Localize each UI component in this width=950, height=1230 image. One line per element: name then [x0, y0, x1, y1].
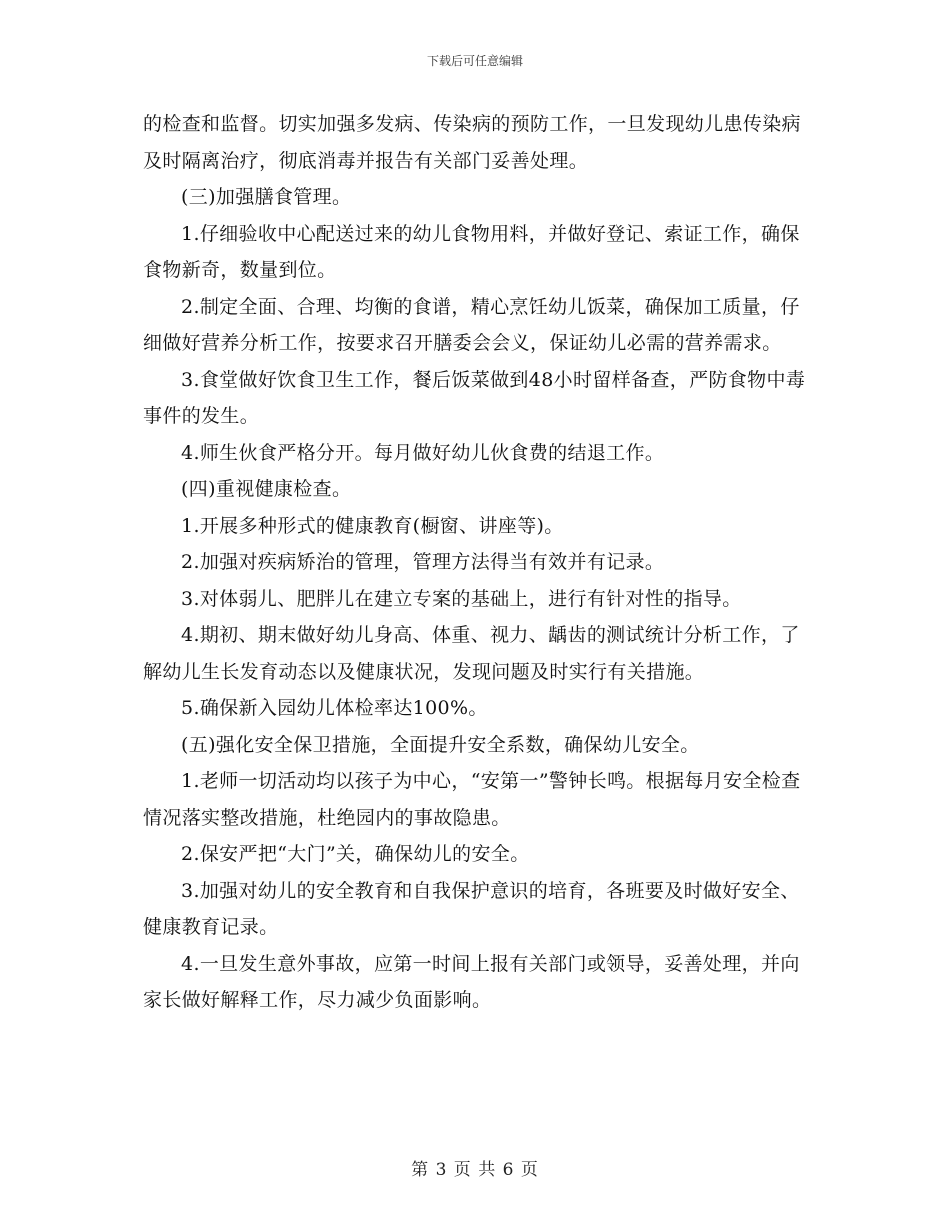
- paragraph: 3.食堂做好饮食卫生工作，餐后饭菜做到48小时留样备查，严防食物中毒事件的发生。: [143, 368, 806, 427]
- page-footer: [0, 1155, 950, 1180]
- header-note: 下载后可任意编辑: [426, 54, 523, 68]
- paragraph: 3.对体弱儿、肥胖儿在建立专案的基础上，进行有针对性的指导。: [181, 587, 742, 610]
- paragraph: 4.一旦发生意外事故，应第一时间上报有关部门或领导，妥善处理，并向家长做好解释工作，尽力减少负面影响。: [143, 952, 800, 1011]
- paragraph: 4.期初、期末做好幼儿身高、体重、视力、龋齿的测试统计分析工作，了解幼儿生长发育动态以及健康状况，发现问题及时实行有关措施。: [143, 624, 800, 683]
- section-heading: (四)重视健康检查。: [181, 478, 352, 500]
- paragraph: 2.制定全面、合理、均衡的食谱，精心烹饪幼儿饭菜，确保加工质量，仔细做好营养分析工作，按要求召开膳委会会义，保证幼儿必需的营养需求。: [143, 295, 800, 354]
- paragraph: 1.老师一切活动均以孩子为中心，“安第一”警钟长鸣。根据每月安全检查情况落实整改措施，杜绝园内的事故隐患。: [143, 770, 801, 829]
- page-label-suffix: 页: [520, 1160, 539, 1180]
- current-page-number: 3: [435, 1160, 448, 1180]
- page-label-mid: 页 共: [453, 1160, 497, 1180]
- total-pages-number: 6: [502, 1160, 515, 1180]
- paragraph: 1.开展多种形式的健康教育(橱窗、讲座等)。: [181, 514, 564, 537]
- section-heading: (三)加强膳食管理。: [181, 186, 352, 208]
- section-heading: (五)强化安全保卫措施，全面提升安全系数，确保幼儿安全。: [181, 733, 700, 756]
- paragraph: 2.加强对疾病矫治的管理，管理方法得当有效并有记录。: [181, 551, 665, 573]
- paragraph: 3.加强对幼儿的安全教育和自我保护意识的培育，各班要及时做好安全、健康教育记录。: [143, 879, 800, 938]
- document-body: [143, 106, 811, 1019]
- paragraph: 1.仔细验收中心配送过来的幼儿食物用料，并做好登记、索证工作，确保食物新奇，数量到位。: [143, 222, 800, 281]
- paragraph: 的检查和监督。切实加强多发病、传染病的预防工作，一旦发现幼儿患传染病及时隔离治疗，彻底消毒并报告有关部门妥善处理。: [143, 113, 801, 172]
- paragraph: 2.保安严把“大门”关，确保幼儿的安全。: [181, 843, 530, 865]
- paragraph: 4.师生伙食严格分开。每月做好幼儿伙食费的结退工作。: [181, 441, 665, 464]
- paragraph: 5.确保新入园幼儿体检率达100%。: [181, 697, 488, 719]
- page-label-prefix: 第: [411, 1160, 430, 1180]
